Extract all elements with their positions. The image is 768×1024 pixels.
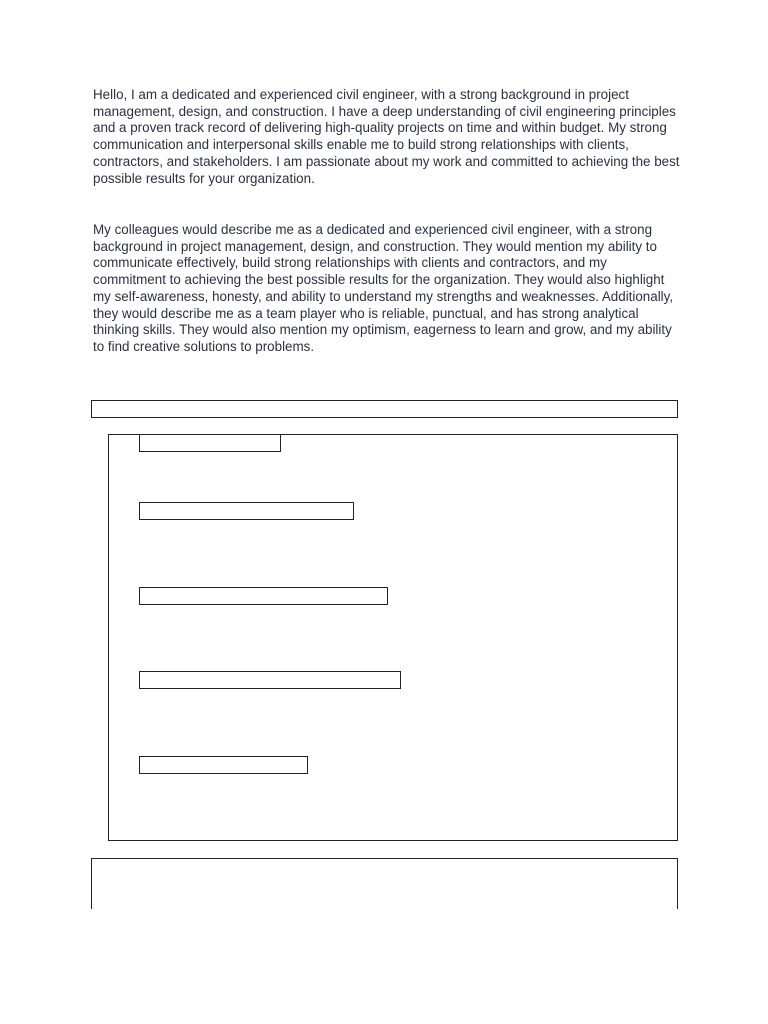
empty-field-4	[139, 671, 401, 689]
empty-header-bar	[91, 400, 678, 418]
empty-field-3	[139, 587, 388, 605]
empty-field-1	[139, 434, 281, 452]
colleagues-paragraph: My colleagues would describe me as a dedicated and experienced civil engineer, with a strong background in project management, design, and construction. They would mention my ability to communicate effectively, build strong relationships with clients and contractors, and my commitment to achieving the best possible results for the organization. They would also highlight my self-awareness, honesty, and ability to understand my strengths and weaknesses. Additionally, they would describe me as a team player who is reliable, punctual, and has strong analytical thinking skills. They would also mention my optimism, eagerness to learn and grow, and my ability to find creative solutions to problems.	[93, 222, 674, 354]
empty-field-5	[139, 756, 308, 774]
empty-section-frame	[108, 434, 678, 841]
empty-field-2	[139, 502, 354, 520]
empty-bottom-frame	[91, 858, 678, 909]
intro-paragraph: Hello, I am a dedicated and experienced civil engineer, with a strong background in project management, design, and construction. I have a deep understanding of civil engineering principles and a proven track record of delivering high-quality projects on time and within budget. My strong communication and interpersonal skills enable me to build strong relationships with clients, contractors, and stakeholders. I am passionate about my work and committed to achieving the best possible results for your organization.	[93, 87, 680, 186]
